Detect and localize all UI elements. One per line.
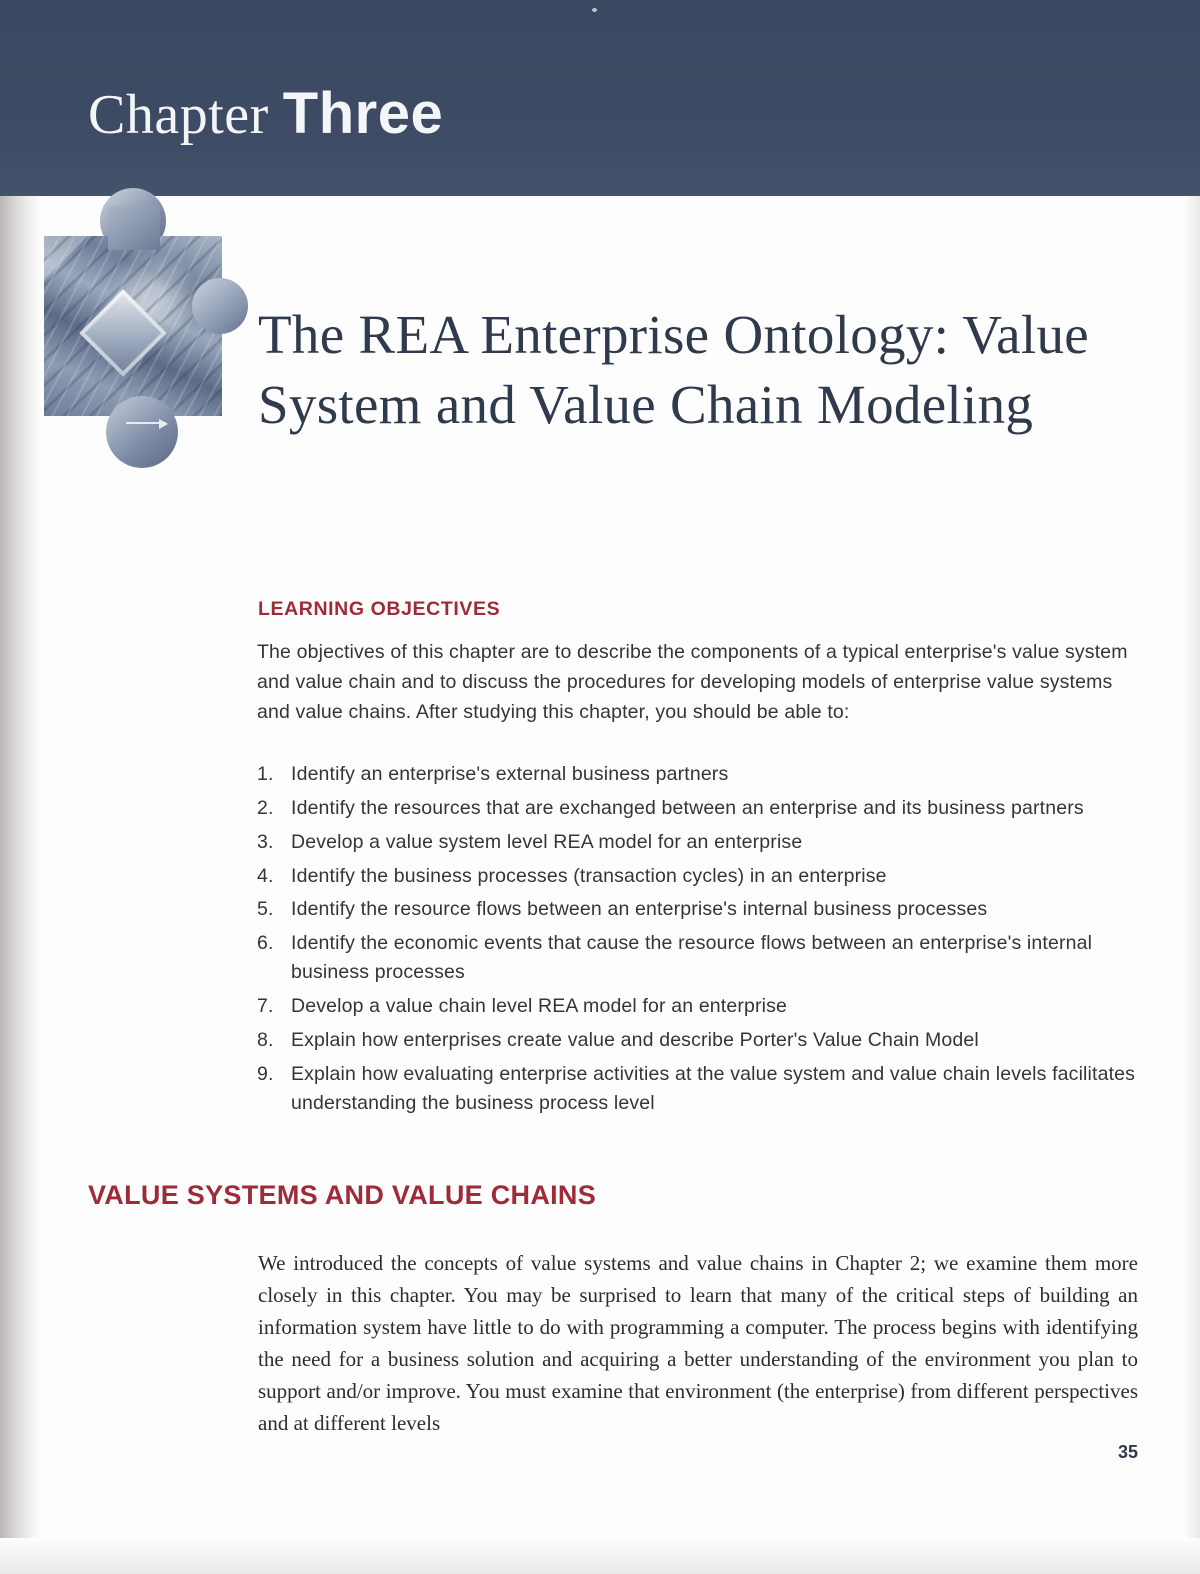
list-item bbox=[257, 794, 1137, 823]
list-item-number: 8. bbox=[257, 1028, 274, 1051]
list-item-number: 4. bbox=[257, 864, 274, 887]
list-item-label: Identify the resource flows between an enterprise's internal business processes bbox=[291, 898, 988, 921]
learning-objectives-list bbox=[257, 760, 1137, 1122]
list-item-label: Identify the resources that are exchanged between an enterprise and its business partners bbox=[291, 796, 1084, 819]
list-item bbox=[257, 862, 1137, 891]
scan-edge-bottom bbox=[0, 1538, 1200, 1574]
list-item-label: Identify the business processes (transaction cycles) in an enterprise bbox=[291, 864, 887, 887]
page-number: 35 bbox=[1117, 1442, 1138, 1462]
list-item bbox=[257, 828, 1137, 857]
scan-edge-left bbox=[0, 0, 42, 1574]
list-item-label: Identify the economic events that cause the resource flows between an enterprise's internal business processes bbox=[291, 932, 1093, 984]
puzzle-knob-bottom-icon bbox=[106, 396, 178, 468]
list-item-label: Explain how evaluating enterprise activities at the value system and value chain levels facilitates understanding the business process level bbox=[291, 1062, 1136, 1114]
list-item bbox=[257, 929, 1137, 987]
list-item-number: 3. bbox=[257, 830, 274, 853]
scan-edge-right bbox=[1184, 0, 1200, 1574]
learning-objectives-heading: LEARNING OBJECTIVES bbox=[258, 598, 501, 620]
list-item-number: 7. bbox=[257, 995, 274, 1018]
puzzle-piece-icon bbox=[44, 182, 230, 478]
list-item bbox=[257, 895, 1137, 924]
puzzle-tab-square-icon bbox=[108, 206, 160, 250]
chapter-label bbox=[88, 80, 443, 147]
list-item bbox=[257, 1060, 1137, 1118]
scan-speck bbox=[592, 8, 597, 12]
section-heading: VALUE SYSTEMS AND VALUE CHAINS bbox=[88, 1180, 597, 1210]
section-paragraph: We introduced the concepts of value systems and value chains in Chapter 2; we examine them more closely in this chapter. You may be surprised to learn that many of the critical steps of building an information system have little to do with programming a computer. The process begins with identifying the need for a business solution and acquiring a better understanding of the environment you plan to support and/or improve. You must examine that environment (the enterprise) from different perspectives and at different levels bbox=[258, 1251, 1138, 1435]
list-item-number: 5. bbox=[257, 898, 274, 921]
list-item-number: 2. bbox=[257, 796, 274, 819]
list-item-number: 9. bbox=[257, 1062, 274, 1085]
list-item bbox=[257, 1026, 1137, 1055]
chapter-word: Chapter bbox=[88, 84, 269, 146]
list-item bbox=[257, 760, 1137, 789]
list-item-number: 6. bbox=[257, 932, 274, 955]
chapter-number: Three bbox=[282, 81, 444, 146]
list-item bbox=[257, 992, 1137, 1021]
puzzle-knob-right-icon bbox=[192, 278, 248, 334]
list-item-label: Explain how enterprises create value and describe Porter's Value Chain Model bbox=[291, 1028, 979, 1051]
list-item-number: 1. bbox=[257, 763, 274, 785]
list-item-label: Identify an enterprise's external business partners bbox=[291, 763, 729, 785]
list-item-label: Develop a value system level REA model for an enterprise bbox=[291, 830, 803, 853]
arrow-icon bbox=[126, 422, 166, 424]
list-item-label: Develop a value chain level REA model for an enterprise bbox=[291, 995, 788, 1018]
chapter-title: The REA Enterprise Ontology: Value System and Value Chain Modeling bbox=[258, 304, 1089, 435]
learning-objectives-intro: The objectives of this chapter are to describe the components of a typical enterprise's value system and value chain and to discuss the procedures for developing models of enterprise value systems and value chains. After studying this chapter, you should be able to: bbox=[257, 641, 1128, 723]
